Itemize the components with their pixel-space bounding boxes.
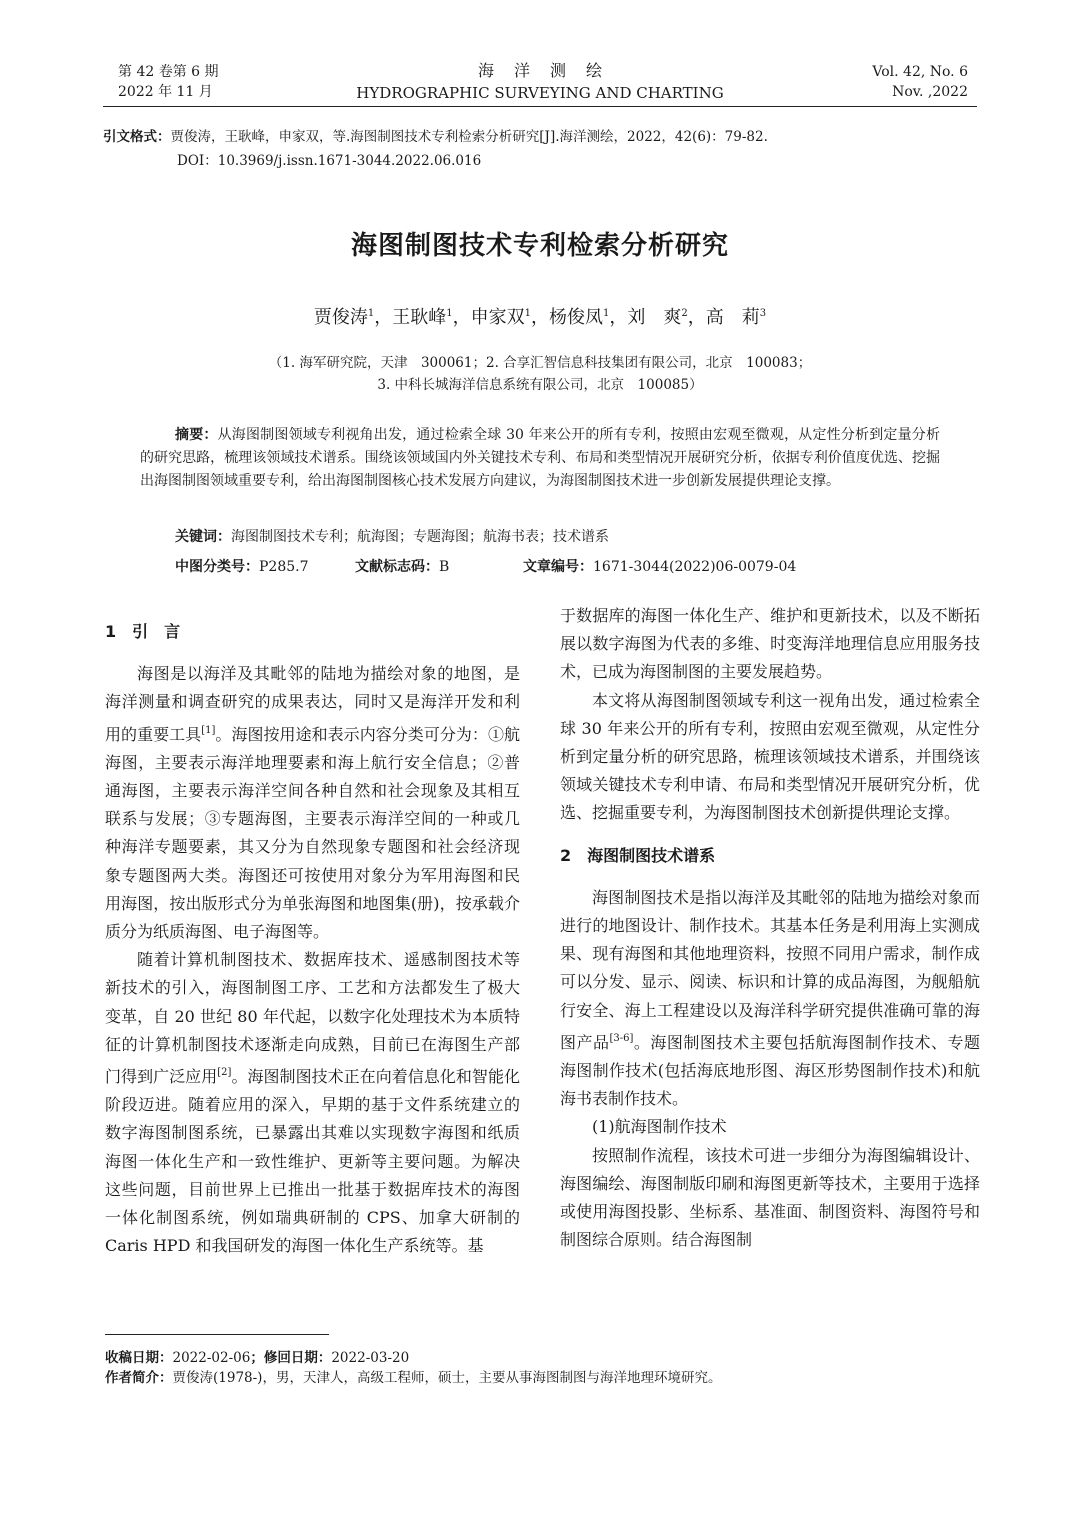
- body-column-left: [105, 618, 520, 1260]
- received-dates: 收稿日期：2022-02-06；修回日期：2022-03-20: [105, 1350, 410, 1366]
- author-affil-sup: 1: [603, 308, 610, 319]
- author-affil-sup: 1: [446, 308, 453, 319]
- abstract-label: 摘要：: [175, 427, 218, 443]
- author-list: 贾俊涛$^1$，王耿峰$^1$，申家双$^1$，杨俊凤$^1$，刘 爽$^2$，高 莉$^3$: [313, 307, 767, 328]
- paragraph: 海图制图技术是指以海洋及其毗邻的陆地为描绘对象而进行的地图设计、制作技术。其基本任务是利用海上实测成果、现有海图和其他地理资料，按照不同用户需求，制作成可以分发、显示、阅读、标识和计算的成品海图，为舰船航行安全、海上工程建设以及海洋科学研究提供准确可靠的海图产品[3-6]。海图制图技术主要包括航海图制作技术、专题海图制作技术(包括海底地形图、海区形势图制作技术)和航海书表制作技术。: [560, 887, 980, 1109]
- affiliations: [0, 352, 1080, 396]
- keywords-text: 海图制图技术专利；航海图；专题海图；航海书表；技术谱系: [231, 529, 609, 545]
- doc-code: B: [439, 559, 450, 575]
- clc-code: P285.7: [259, 559, 309, 575]
- journal-title-cn: 海洋测绘: [477, 61, 622, 80]
- paper-title: 海图制图技术专利检索分析研究: [350, 231, 729, 261]
- section-heading: 2 海图制图技术谱系: [560, 845, 716, 865]
- author-name: 申家双: [470, 307, 525, 328]
- header-volume-en: [872, 62, 968, 102]
- paragraph: 海图是以海洋及其毗邻的陆地为描绘对象的地图，是海洋测量和调查研究的成果表达，同时又是海洋开发和利用的重要工具[1]。海图按用途和表示内容分类可分为：①航海图，主要表示海洋地理要素和海上航行安全信息；②普通海图，主要表示海洋空间各种自然和社会现象及其相互联系与发展；③专题海图，主要表示海洋空间的一种或几种海洋专题要素，其又分为自然现象专题图和社会经济现象专题图两大类。海图还可按使用对象分为军用海图和民用海图，按出版形式分为单张海图和地图集(册)，按承载介质分为纸质海图、电子海图等。: [105, 664, 520, 942]
- footnote-divider: [105, 1334, 329, 1335]
- header-divider: [103, 106, 977, 107]
- keywords: [175, 526, 609, 549]
- abstract: [140, 424, 940, 493]
- paragraph-continued: 于数据库的海图一体化生产、维护和更新技术，以及不断拓展以数字海图为代表的多维、时变海洋地理信息应用服务技术，已成为海图制图的主要发展趋势。: [560, 606, 980, 682]
- doc-code-label: 文献标志码：: [355, 559, 439, 575]
- doi: DOI：10.3969/j.issn.1671-3044.2022.06.016: [177, 153, 482, 169]
- author-bio: 作者简介：贾俊涛(1978-)，男，天津人，高级工程师，硕士，主要从事海图制图与海洋地理环境研究。: [105, 1370, 722, 1386]
- author-affil-sup: 2: [681, 308, 688, 319]
- body-column-right: [560, 602, 980, 1254]
- author-name: 贾俊涛: [313, 307, 368, 328]
- article-no-label: 文章编号：: [523, 559, 593, 575]
- author-name: 王耿峰: [392, 307, 447, 328]
- author-name: 高 莉: [705, 307, 760, 328]
- journal-title-en: HYDROGRAPHIC SURVEYING AND CHARTING: [356, 84, 724, 102]
- citation-text: 贾俊涛，王耿峰，申家双，等.海图制图技术专利检索分析研究[J].海洋测绘，2022，42(6)：79-82.: [170, 129, 768, 145]
- article-no: 1671-3044(2022)06-0079-04: [593, 559, 797, 575]
- citation-format: [103, 126, 983, 148]
- keywords-label: 关键词：: [175, 529, 231, 545]
- author-affil-sup: 3: [759, 308, 767, 319]
- paragraph: 本文将从海图制图领域专利这一视角出发，通过检索全球 30 年来公开的所有专利，按照由宏观至微观，从定性分析到定量分析的研究思路，梳理该领域技术谱系，并围绕该领域关键技术专利申请、布局和类型情况开展研究分析，优选、挖掘重要专利，为海图制图技术创新提供理论支撑。: [560, 690, 980, 823]
- header-date: 2022 年 11 月: [118, 84, 213, 100]
- author-affil-sup: 1: [524, 308, 531, 319]
- affiliation-line: 3. 中科长城海洋信息系统有限公司，北京 100085）: [377, 377, 703, 393]
- citation-label: 引文格式：: [103, 129, 171, 145]
- abstract-text: 从海图制图领域专利视角出发，通过检索全球 30 年来公开的所有专利，按照由宏观至微观，从定性分析到定量分析的研究思路，梳理该领域技术谱系。围绕该领域国内外关键技术专利、布局和类型情况开展研究分析，依据专利价值度优选、挖掘出海图制图领域重要专利，给出海图制图核心技术发展方向建议，为海图制图技术进一步创新发展提供理论支撑。: [140, 427, 941, 489]
- author-name: 刘 爽: [627, 307, 682, 328]
- header-vol-no: Vol. 42, No. 6: [872, 64, 968, 80]
- header-volume: 第 42 卷第 6 期: [118, 64, 219, 80]
- citation-ref: [2]: [217, 1067, 232, 1079]
- citation-ref: [3-6]: [609, 1032, 634, 1044]
- header-month: Nov. ,2022: [892, 84, 968, 100]
- citation-ref: [1]: [201, 724, 216, 736]
- clc-label: 中图分类号：: [175, 559, 259, 575]
- paragraph: 按照制作流程，该技术可进一步细分为海图编辑设计、海图编绘、海图制版印刷和海图更新等技术，主要用于选择或使用海图投影、坐标系、基准面、制图资料、海图符号和制图综合原则。结合海图制: [560, 1145, 980, 1250]
- author-affil-sup: 1: [367, 308, 375, 319]
- subheading: (1)航海图制作技术: [592, 1117, 727, 1137]
- affiliation-line: （1. 海军研究院，天津 300061；2. 合享汇智信息科技集团有限公司，北京 100083；: [268, 355, 812, 371]
- section-heading: 1 引 言: [105, 622, 181, 641]
- footnote: [105, 1348, 985, 1388]
- author-name: 杨俊凤: [549, 307, 603, 328]
- paragraph: 随着计算机制图技术、数据库技术、遥感制图技术等新技术的引入，海图制图工序、工艺和方法都发生了极大变革，自 20 世纪 80 年代起，以数字化处理技术为本质特征的计算机制图技术逐渐走向成熟，目前已在海图生产部门得到广泛应用[2]。海图制图技术正在向着信息化和智能化阶段迈进。随着应用的深入，早期的基于文件系统建立的数字海图制图系统，已暴露出其难以实现数字海图和纸质海图一体化生产和一致性维护、更新等主要问题。为解决这些问题，目前世界上已推出一批基于数据库技术的海图一体化制图系统，例如瑞典研制的 CPS、加拿大研制的 Caris HPD 和我国研发的海图一体化生产系统等。基: [105, 950, 520, 1256]
- classification: [175, 556, 955, 579]
